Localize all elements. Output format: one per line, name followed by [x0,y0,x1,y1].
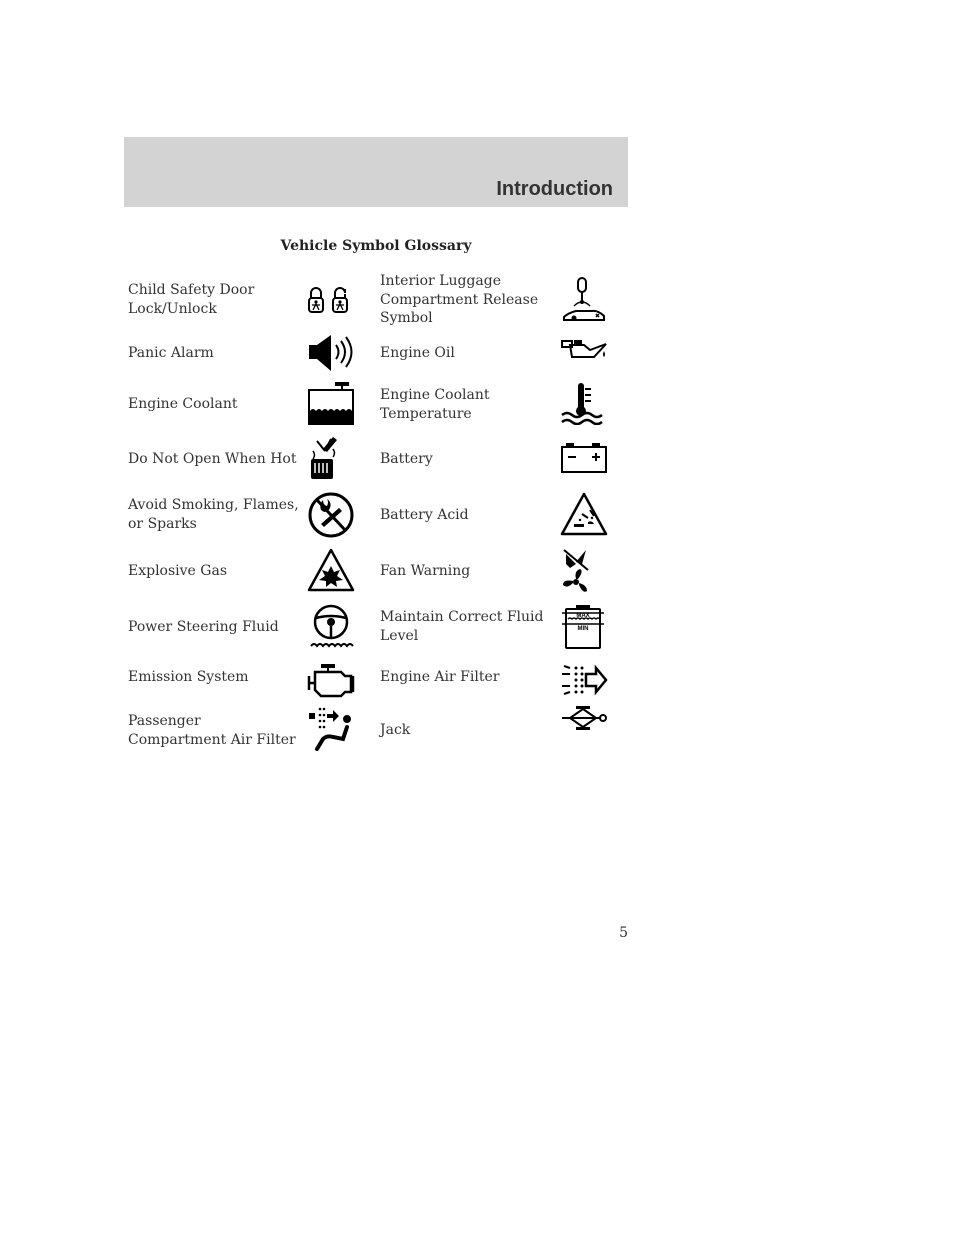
symbol-label: Battery [380,451,433,467]
jack-icon [560,705,610,733]
glossary-row [124,272,628,328]
symbol-label: Jack [380,722,411,738]
oil-can-icon [560,337,610,363]
coolant-reservoir-icon [307,381,357,427]
symbol-label: Battery Acid [380,507,469,523]
page-number: 5 [619,925,628,941]
symbol-label: Passenger Compartment Air Filter [128,713,296,748]
trunk-release-icon [560,276,610,324]
glossary-row [124,488,628,542]
symbol-label: Engine Oil [380,345,455,361]
symbol-label: Power Steering Fluid [128,619,279,635]
symbol-label: Explosive Gas [128,563,228,579]
fluid-max-label: MAX [576,613,590,619]
fluid-level-icon [560,604,610,650]
symbol-label: Child Safety Door Lock/Unlock [128,282,255,317]
hot-cap-icon [307,435,357,481]
symbol-label: Emission System [128,669,249,685]
speaker-icon [307,333,357,373]
symbol-label: Engine Coolant [128,396,238,412]
acid-warning-icon [560,492,610,536]
glossary-row [124,705,628,755]
glossary-row [124,378,628,428]
glossary-row [124,435,628,483]
engine-icon [307,662,357,698]
thermometer-icon [560,381,610,425]
fan-icon [560,548,610,594]
symbol-label: Do Not Open When Hot [128,451,297,467]
explosion-icon [307,548,357,592]
glossary-title: Vehicle Symbol Glossary [280,238,472,254]
glossary-row [124,602,628,654]
symbol-label: Interior Luggage Compartment Release Symbol [380,273,539,326]
steering-wheel-icon [307,604,357,650]
child-lock-icon [307,284,357,316]
symbol-label: Engine Coolant Temperature [380,387,490,422]
glossary-row [124,333,628,373]
page-title: Introduction [496,178,613,200]
fluid-min-label: MIN [577,626,589,632]
no-smoking-icon [307,490,357,540]
symbol-label: Panic Alarm [128,345,214,361]
header-band [124,137,628,207]
symbol-label: Engine Air Filter [380,669,500,685]
symbol-label: Maintain Correct Fluid Level [380,609,544,644]
glossary-row [124,548,628,596]
glossary-row [124,660,628,700]
battery-icon [560,442,610,474]
cabin-filter-icon [307,705,357,753]
symbol-label: Fan Warning [380,563,471,579]
symbol-label: Avoid Smoking, Flames, or Sparks [128,497,299,532]
air-filter-icon [560,662,610,698]
